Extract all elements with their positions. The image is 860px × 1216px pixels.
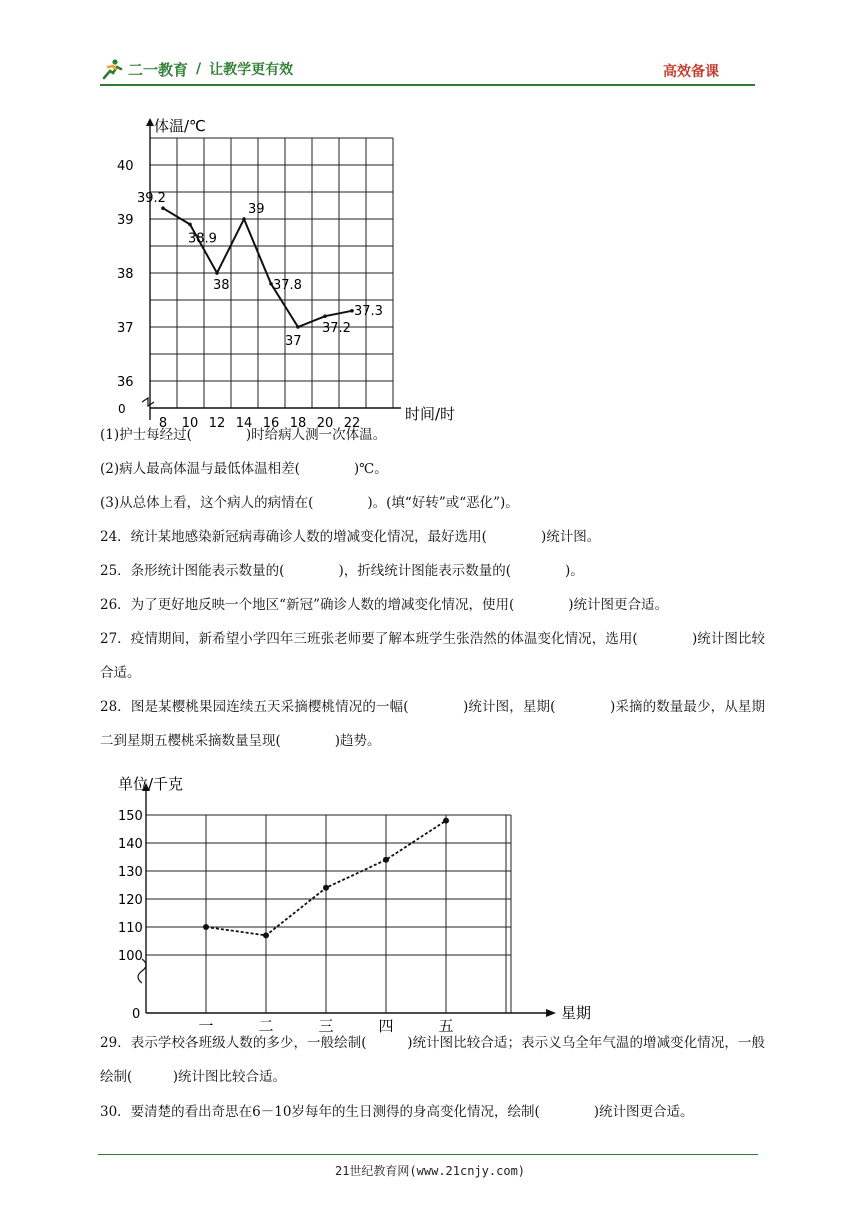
temperature-line-chart: [100, 108, 456, 431]
data-point: [188, 223, 192, 227]
y-axis-label: 单位/千克: [118, 775, 184, 793]
axis-break-mark: [142, 398, 154, 406]
x-tick-label: 五: [438, 1017, 454, 1035]
y-tick-label: 36: [117, 375, 134, 390]
x-tick-label: 二: [258, 1017, 274, 1035]
y-tick-label: 140: [118, 837, 143, 852]
question-23-2: (2)病人最高体温与最低体温相差( )℃。: [100, 461, 388, 477]
y-tick-label: 100: [118, 949, 143, 964]
y-tick-label: 150: [118, 809, 143, 824]
x-tick-label: 14: [235, 416, 253, 431]
data-label: 39: [248, 202, 265, 217]
question-27: 27．疫情期间，新希望小学四年三班张老师要了解本班学生张浩然的体温变化情况，选用( )统计图比较合适。: [100, 631, 765, 681]
data-label: 37.2: [322, 321, 351, 337]
data-point: [323, 885, 329, 891]
data-label: 38: [213, 278, 230, 293]
y-tick-label: 110: [118, 921, 143, 936]
y-tick-label: 40: [117, 159, 134, 174]
y-tick-label: 130: [118, 865, 143, 880]
data-point: [296, 325, 300, 329]
question-24: 24．统计某地感染新冠病毒确诊人数的增减变化情况，最好选用( )统计图。: [100, 529, 601, 545]
question-29: 29．表示学校各班级人数的多少，一般绘制( )统计图比较合适；表示义乌全年气温的增减变化情况，一般绘制( )统计图比较合适。: [100, 1035, 765, 1085]
cherry-harvest-line-chart: [100, 765, 592, 1035]
x-tick-label: 四: [378, 1017, 394, 1035]
question-25: 25．条形统计图能表示数量的( )，折线统计图能表示数量的( )。: [100, 563, 584, 579]
x-tick-label: 22: [343, 416, 361, 431]
header-tagline: 高效备课: [663, 64, 719, 80]
data-point: [215, 271, 219, 275]
y-tick-label: 39: [117, 213, 134, 228]
question-26: 26．为了更好地反映一个地区“新冠”确诊人数的增减变化情况，使用( )统计图更合适。: [100, 597, 669, 613]
data-label: 37.3: [354, 303, 383, 319]
question-28: 28．图是某樱桃果园连续五天采摘樱桃情况的一幅( )统计图，星期( )采摘的数量最少，从星期二到星期五樱桃采摘数量呈现( )趋势。: [100, 699, 765, 749]
origin-label: 0: [132, 1007, 141, 1022]
footer-divider: [98, 1154, 758, 1155]
y-tick-label: 38: [117, 267, 134, 282]
x-tick-label: 一: [198, 1017, 214, 1035]
y-axis-arrow: [146, 118, 154, 126]
question-23-3: (3)从总体上看，这个病人的病情在( )。(填“好转”或“恶化”)。: [100, 495, 519, 511]
y-tick-label: 37: [117, 321, 134, 336]
y-tick-label: 120: [118, 893, 143, 908]
header-slogan: 让教学更有效: [209, 62, 294, 78]
header-divider: /: [196, 61, 202, 77]
x-axis-label: 星期: [561, 1004, 592, 1022]
x-tick-label: 10: [181, 416, 199, 431]
data-point: [161, 206, 165, 210]
x-axis-label: 时间/时: [405, 405, 456, 423]
origin-label: 0: [118, 402, 126, 416]
data-label: 37.8: [273, 277, 302, 293]
x-tick-label: 8: [158, 416, 168, 431]
x-tick-label: 18: [289, 416, 307, 431]
y-axis-label: 体温/℃: [154, 117, 206, 135]
page-footer: 21世纪教育网(www.21cnjy.com): [334, 1164, 526, 1178]
question-23-1: (1)护士每经过( )时给病人测一次体温。: [100, 427, 387, 443]
data-point: [323, 314, 327, 318]
data-label: 38.9: [188, 231, 217, 247]
question-30: 30．要清楚的看出奇思在6－10岁每年的生日测得的身高变化情况，绘制( )统计图更合适。: [100, 1104, 694, 1120]
x-axis-arrow: [546, 1009, 556, 1017]
page-header: [100, 56, 755, 86]
site-logo[interactable]: [100, 56, 293, 82]
data-point: [203, 924, 209, 930]
x-tick-label: 16: [262, 416, 280, 431]
x-tick-label: 20: [316, 416, 334, 431]
logo-text: 二一教育: [128, 60, 189, 79]
data-label: 39.2: [137, 191, 166, 207]
data-point: [383, 857, 389, 863]
x-tick-label: 三: [318, 1017, 334, 1035]
x-tick-label: 12: [208, 416, 226, 431]
data-label: 37: [285, 334, 302, 349]
data-point: [242, 217, 246, 221]
data-point: [443, 818, 449, 824]
runner-icon: [100, 58, 124, 80]
data-point: [263, 932, 269, 938]
